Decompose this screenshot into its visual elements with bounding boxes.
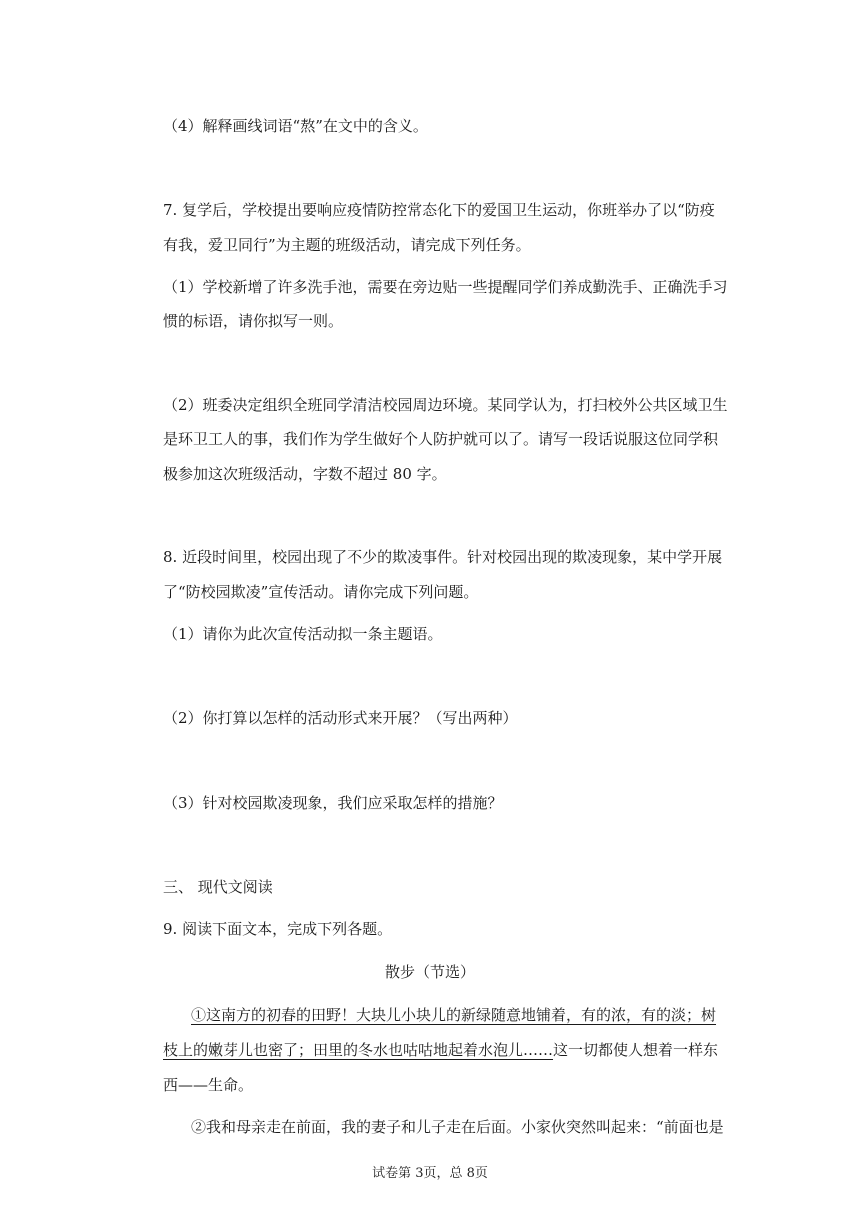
passage-p2-line1: ②我和母亲走在前面，我的妻子和儿子走在后面。小家伙突然叫起来：“前面也是 bbox=[191, 1118, 724, 1136]
q8-stem-line2: 了“防校园欺凌”宣传活动。请你完成下列问题。 bbox=[163, 583, 479, 601]
q7-sub1-line2: 惯的标语，请你拟写一则。 bbox=[163, 312, 344, 330]
page-footer: 试卷第 3页，总 8页 bbox=[372, 1166, 488, 1181]
passage-title: 散步（节选） bbox=[384, 963, 475, 981]
q7-stem-line1: 7. 复学后，学校提出要响应疫情防控常态化下的爱国卫生运动，你班举办了以“防疫 bbox=[163, 201, 715, 219]
q7-stem-line2: 有我，爱卫同行”为主题的班级活动，请完成下列任务。 bbox=[163, 236, 531, 254]
q7-sub1-line1: （1）学校新增了许多洗手池，需要在旁边贴一些提醒同学们养成勤洗手、正确洗手习 bbox=[163, 278, 728, 296]
q7-sub2-line2: 是环卫工人的事，我们作为学生做好个人防护就可以了。请写一段话说服这位同学积 bbox=[163, 430, 719, 448]
q7-sub2-line1: （2）班委决定组织全班同学清洁校园周边环境。某同学认为，打扫校外公共区域卫生 bbox=[163, 396, 728, 414]
passage-p1-underlined-line2: 枝上的嫩芽儿也密了；田里的冬水也咕咕地起着水泡儿…… bbox=[163, 1041, 554, 1059]
passage-p1-line3: 西——生命。 bbox=[163, 1076, 254, 1094]
q7-sub2-line3: 极参加这次班级活动，字数不超过 80 字。 bbox=[163, 465, 447, 483]
passage-p1-line2 bbox=[163, 1039, 718, 1061]
q8-sub1: （1）请你为此次宣传活动拟一条主题语。 bbox=[163, 625, 443, 643]
q8-sub3: （3）针对校园欺凌现象，我们应采取怎样的措施？ bbox=[163, 794, 503, 812]
passage-p1-underlined-line1: ①这南方的初春的田野！大块儿小块儿的新绿随意地铺着，有的浓，有的淡；树 bbox=[191, 1006, 717, 1024]
passage-p1-rest-line2: 这一切都使人想着一样东 bbox=[553, 1041, 719, 1059]
section-heading: 三、 现代文阅读 bbox=[163, 878, 273, 896]
q6-sub4: （4）解释画线词语“熬”在文中的含义。 bbox=[163, 117, 428, 135]
q8-stem-line1: 8. 近段时间里，校园出现了不少的欺凌事件。针对校园出现的欺凌现象，某中学开展 bbox=[163, 548, 723, 566]
q9-stem: 9. 阅读下面文本，完成下列各题。 bbox=[163, 920, 393, 938]
q8-sub2: （2）你打算以怎样的活动形式来开展？（写出两种） bbox=[163, 709, 518, 727]
